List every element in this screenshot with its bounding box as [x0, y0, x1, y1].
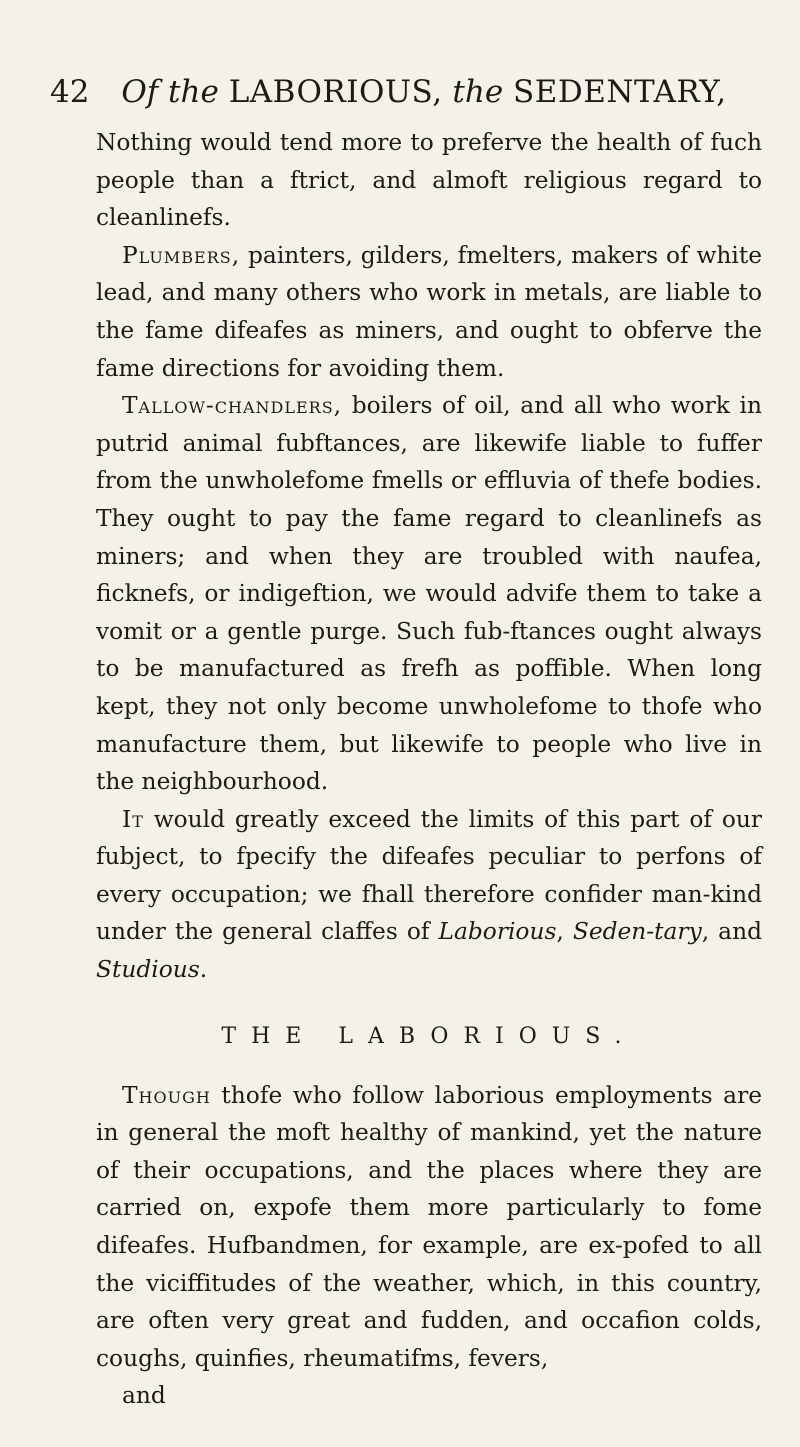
catchword: and [122, 1382, 166, 1410]
term-and: , and [701, 918, 762, 946]
term-studious: Studious [96, 956, 200, 984]
header-the: the [452, 74, 504, 110]
term-separator: , [556, 918, 573, 946]
page-body [96, 124, 762, 1415]
header-of-the: Of the [121, 74, 219, 110]
paragraph-5-text: thofe who follow laborious employments are in general the moft healthy of mankind, yet the nature of their occupations, and the places where they are carried on, expofe them more particularly to fome difeafes. Hufbandmen, for example, are ex-pofed to all the viciffitudes of the weather, which, in this country, are often very great and fudden, and occafion colds, coughs, quinfies, rheumatifms, fevers, [96, 1081, 762, 1372]
paragraph-3-text: boilers of oil, and all who work in putrid animal fubftances, are likewife liable to fuffer from the unwholefome fmells or effluvia of thefe bodies. They ought to pay the fame regard to cleanlinefs as miners; and when they are troubled with naufea, ficknefs, or indigeftion, we would advife them to take a vomit or a gentle purge. Such fub-ftances ought always to be manufactured as frefh as poffible. When long kept, they not only become unwholefome to thofe who manufacture them, but likewife to people who live in the neighbourhood. [96, 392, 762, 796]
term-laborious: Laborious [438, 918, 557, 946]
paragraph-2 [96, 237, 762, 387]
running-header [50, 72, 750, 112]
paragraph-4-text: would greatly exceed the limits of this part of our fubject, to fpecify the difeafes peculiar to perfons of every occupation; we fhall therefore confider man-kind under the general claffes of [96, 805, 762, 946]
paragraph-2-text: painters, gilders, fmelters, makers of white lead, and many others who work in metals, are liable to the fame difeafes as miners, and ought to obferve the fame directions for avoiding them. [96, 241, 762, 382]
page-number: 42 [50, 74, 90, 110]
header-laborious: LABORIOUS, [228, 74, 443, 110]
paragraph-4-end: . [199, 956, 208, 984]
section-heading: THE LABORIOUS. [221, 1023, 637, 1049]
paragraph-1: Nothing would tend more to preferve the health of fuch people than a ftrict, and almoft religious regard to cleanlinefs. [96, 129, 762, 232]
term-sedentary: Seden-tary [572, 918, 702, 946]
header-sedentary: SEDENTARY, [513, 74, 727, 110]
paragraph-4-lead: It [122, 805, 144, 833]
paragraph-3-lead: Tallow-chandlers, [122, 392, 343, 420]
paragraph-5 [96, 1077, 762, 1378]
paragraph-3 [96, 387, 762, 801]
paragraph-5-lead: Though [122, 1081, 211, 1109]
paragraph-4 [96, 801, 762, 989]
paragraph-2-lead: Plumbers, [122, 241, 241, 269]
